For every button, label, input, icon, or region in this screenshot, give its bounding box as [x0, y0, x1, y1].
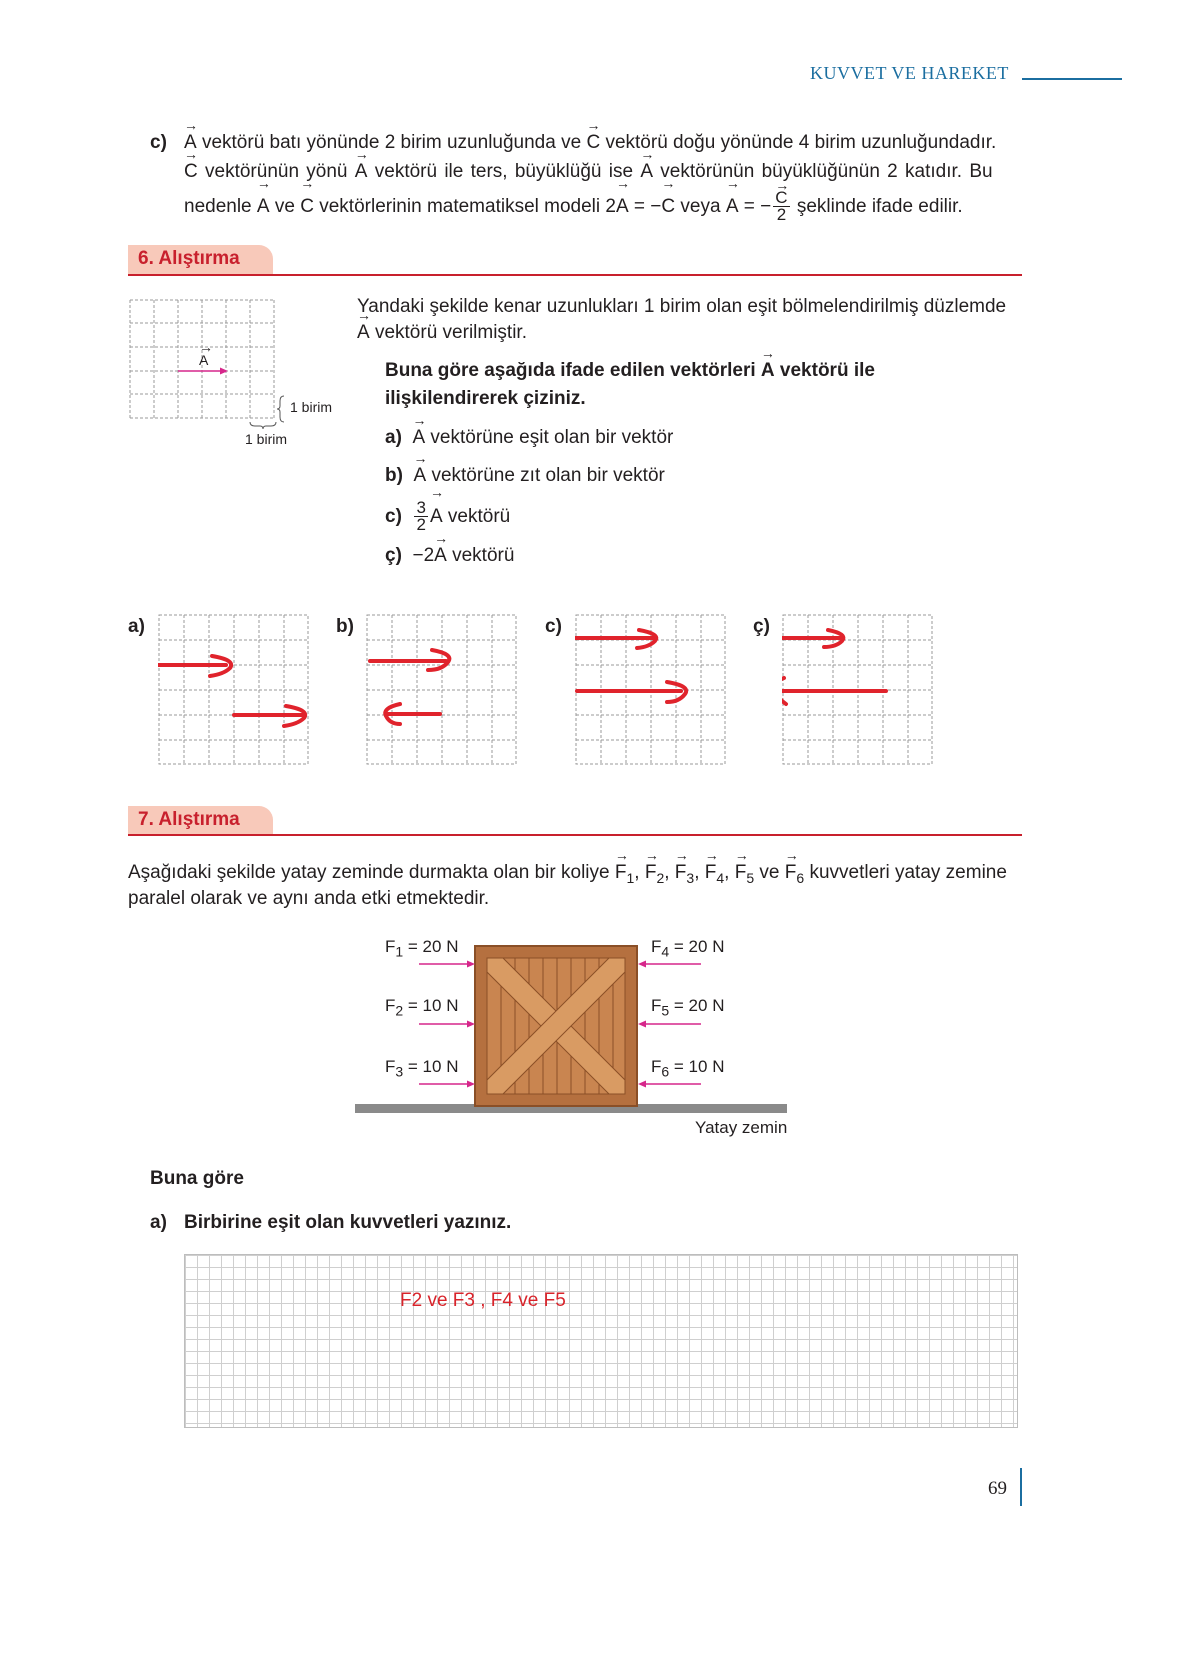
chapter-title: KUVVET VE HAREKET	[810, 63, 1009, 83]
part-c-line1: → A vektörü batı yönünde 2 birim uzunluğunda ve → C vektörü doğu yönünde 4 birim uzunluğundadır.	[184, 130, 996, 156]
vector-a: → A	[355, 159, 368, 185]
vector-a: → A	[640, 159, 653, 185]
part-c-line2: → C vektörünün yönü → A vektörü ile ters, büyüklüğü ise → A vektörünün büyüklüğünün 2 katıdır. Bu	[184, 159, 993, 185]
exercise-7-intro-line1: Aşağıdaki şekilde yatay zeminde durmakta olan bir koliye → $F_1$, → $F_2$, → $F_3$, → $F_4$, → $F_5$ ve → $F_6$ kuvvetleri yatay zemine	[128, 860, 1007, 891]
reference-grid-figure	[128, 296, 348, 456]
answer-grid-c	[575, 614, 727, 766]
vector-c: → C	[586, 130, 600, 156]
page-number-rule	[1020, 1468, 1022, 1506]
exercise-7-question-text: Birbirine eşit olan kuvvetleri yazınız.	[184, 1212, 512, 1233]
grid-vector-label: → A	[199, 352, 208, 368]
vector-c: → C	[184, 159, 198, 185]
answer-grid-a	[158, 614, 310, 766]
exercise-7-rule	[128, 834, 1022, 836]
exercise-6-item-b: b) → A vektörüne zıt olan bir vektör	[385, 463, 665, 489]
answer-writing-grid[interactable]	[184, 1254, 1018, 1428]
force-label-f1: $F_1 = 20$ N	[385, 937, 459, 960]
force-label-f6: $F_6 = 10$ N	[651, 1057, 725, 1080]
unit-horizontal-label: 1 birim	[245, 431, 288, 447]
exercise-6-item-c: c) $\frac{3}{2}$ → A vektörü	[385, 497, 510, 537]
answer-a-label: a)	[128, 616, 145, 637]
exercise-6-item-cc: ç) −2→ A vektörü	[385, 543, 514, 569]
vector-a: → A	[184, 130, 197, 156]
vector-a: → A	[616, 188, 629, 226]
part-c-label: c)	[150, 132, 167, 153]
vector-a: → A	[726, 188, 739, 226]
exercise-6-rule	[128, 274, 1022, 276]
exercise-6-title: 6. Alıştırma	[138, 248, 240, 269]
exercise-6-tab	[128, 245, 273, 275]
page-number: 69	[988, 1478, 1007, 1499]
header-rule	[1022, 78, 1122, 80]
fraction-c-over-2: → $\frac{C}{2}$	[773, 190, 789, 223]
vector-a: → A	[257, 188, 270, 226]
vector-c: → C	[300, 188, 314, 226]
exercise-6-intro-line1: Yandaki şekilde kenar uzunlukları 1 birim olan eşit bölmelendirilmiş düzlemde	[357, 296, 1007, 317]
exercise-6-item-a: a) → A vektörüne eşit olan bir vektör	[385, 425, 673, 451]
force-label-f2: $F_2 = 10$ N	[385, 996, 459, 1019]
handwritten-answer: F2 ve F3 , F4 ve F5	[400, 1290, 566, 1311]
exercise-7-tab	[128, 806, 273, 836]
force-label-f3: $F_3 = 10$ N	[385, 1057, 459, 1080]
crate-figure	[355, 940, 795, 1120]
part-c-line3: nedenle → A ve → C vektörlerinin matematiksel modeli 2→ A = −→ C veya → A = − → $\frac{C}{2}$ şeklinde ifade edilir.	[184, 188, 963, 226]
answer-c-label: c)	[545, 616, 562, 637]
exercise-7-prompt: Buna göre	[150, 1168, 244, 1189]
exercise-6-question-line2: ilişkilendirerek çiziniz.	[385, 388, 586, 409]
exercise-7-question-label: a)	[150, 1212, 167, 1233]
answer-grid-cc	[782, 614, 934, 766]
exercise-6-question-line1: Buna göre aşağıda ifade edilen vektörleri → A vektörü ile	[385, 358, 875, 384]
answer-grid-b	[366, 614, 518, 766]
ground-label: Yatay zemin	[695, 1118, 788, 1137]
force-label-f5: $F_5 = 20$ N	[651, 996, 725, 1019]
answer-cc-label: ç)	[753, 616, 770, 637]
vector-c: → C	[661, 188, 675, 226]
exercise-7-title: 7. Alıştırma	[138, 809, 240, 830]
answer-b-label: b)	[336, 616, 354, 637]
exercise-7-intro-line2: paralel olarak ve aynı anda etki etmektedir.	[128, 888, 490, 909]
force-label-f4: $F_4 = 20$ N	[651, 937, 725, 960]
unit-vertical-label: 1 birim	[290, 399, 333, 415]
exercise-6-intro-line2: → A vektörü verilmiştir.	[357, 320, 527, 346]
